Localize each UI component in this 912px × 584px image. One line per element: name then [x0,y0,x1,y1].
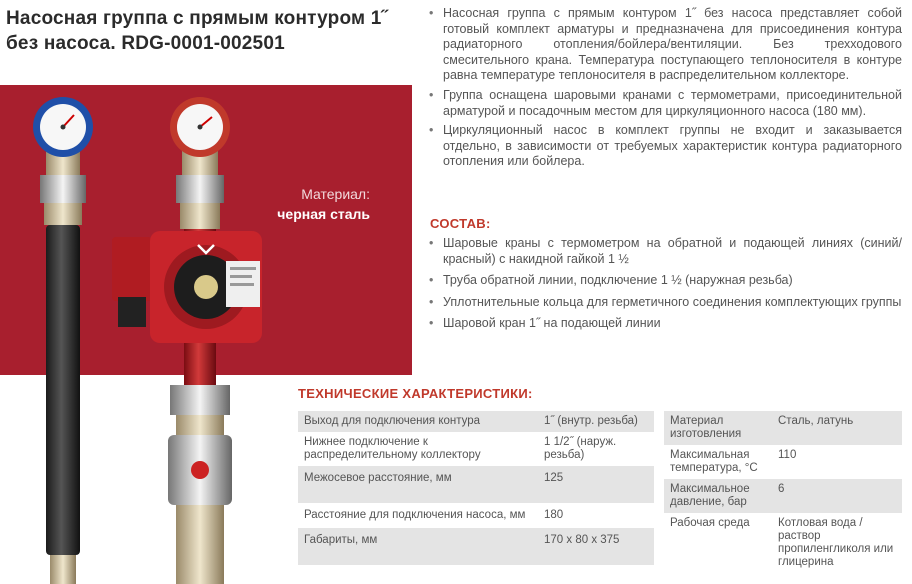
table-row [664,513,902,573]
spec-name: Габариты, мм [298,528,538,565]
spec-value: 6 [772,479,902,513]
title-line-2: без насоса. RDG-0001-002501 [6,33,285,54]
spec-name: Межосевое расстояние, мм [298,466,538,503]
spec-value: 180 [544,509,564,521]
spec-name: Максимальное давление, бар [664,479,772,513]
table-row [298,528,654,565]
description-item: • Насосная группа с прямым контуром 1˝ без насоса представляет собой готовый комплект арматуры и предназначена для присоединения контура радиаторного отопления/бойлера/вентиляции. Без трехходового смесительного крана. Температура поступающего теплоносителя в контуре равна температуре теплоносителя в распределительном коллекторе. [426,6,902,84]
product-title [6,6,416,56]
specs-table-right [664,411,902,573]
material-value: черная сталь [277,206,370,222]
material-label: Материал: [301,186,370,202]
composition-item: • Шаровой кран 1˝ на подающей линии [426,316,902,332]
spec-value: 170 x 80 x 375 [538,528,654,565]
table-row [298,411,654,432]
material-caption [230,184,370,224]
composition-item: • Труба обратной линии, подключение 1 ½ (наружная резьба) [426,273,902,289]
description-item: • Группа оснащена шаровыми кранами с термометрами, присоединительной арматурой и посадочным местом для циркуляционного насоса (180 мм). [426,88,902,119]
composition-item: • Уплотнительные кольца для герметичного соединения комплектующих группы [426,295,902,311]
composition-list [426,236,902,338]
table-row [298,466,654,503]
spec-name: Материал изготовления [664,411,772,445]
spec-name: Максимальная температура, °С [670,449,758,474]
circulation-pump [112,231,262,343]
description-item: • Циркуляционный насос в комплект группы не входит и заказывается отдельно, в зависимости от требуемых характеристик контура радиаторного отопления или бойлера. [426,123,902,170]
description-list [426,6,902,174]
return-line [33,97,93,584]
spec-name: Рабочая среда [670,517,750,529]
specs-table-left [298,411,654,565]
table-row [664,479,902,513]
spec-name: Выход для подключения контура [298,411,538,432]
spec-name: Нижнее подключение к распределительному коллектору [304,436,481,461]
composition-heading: СОСТАВ: [430,216,491,231]
table-row [298,432,654,466]
specs-heading: ТЕХНИЧЕСКИЕ ХАРАКТЕРИСТИКИ: [298,386,533,401]
table-row [664,445,902,479]
spec-value: 1˝ (внутр. резьба) [538,411,654,432]
spec-value: 1 1/2˝ (наруж. резьба) [544,436,617,461]
spec-value: 110 [778,449,797,461]
table-row [298,503,654,528]
spec-value: 125 [538,466,654,503]
spec-value: Котловая вода / раствор пропиленгликоля или глицерина [778,517,894,568]
spec-name: Расстояние для подключения насоса, мм [304,509,526,521]
composition-item: • Шаровые краны с термометром на обратной и подающей линиях (синий/красный) с накидной гайкой 1 ½ [426,236,902,267]
ball-valve-handle-icon [191,461,209,479]
spec-value: Сталь, латунь [772,411,902,445]
title-line-1: Насосная группа с прямым контуром 1˝ [6,8,389,29]
table-row [664,411,902,445]
